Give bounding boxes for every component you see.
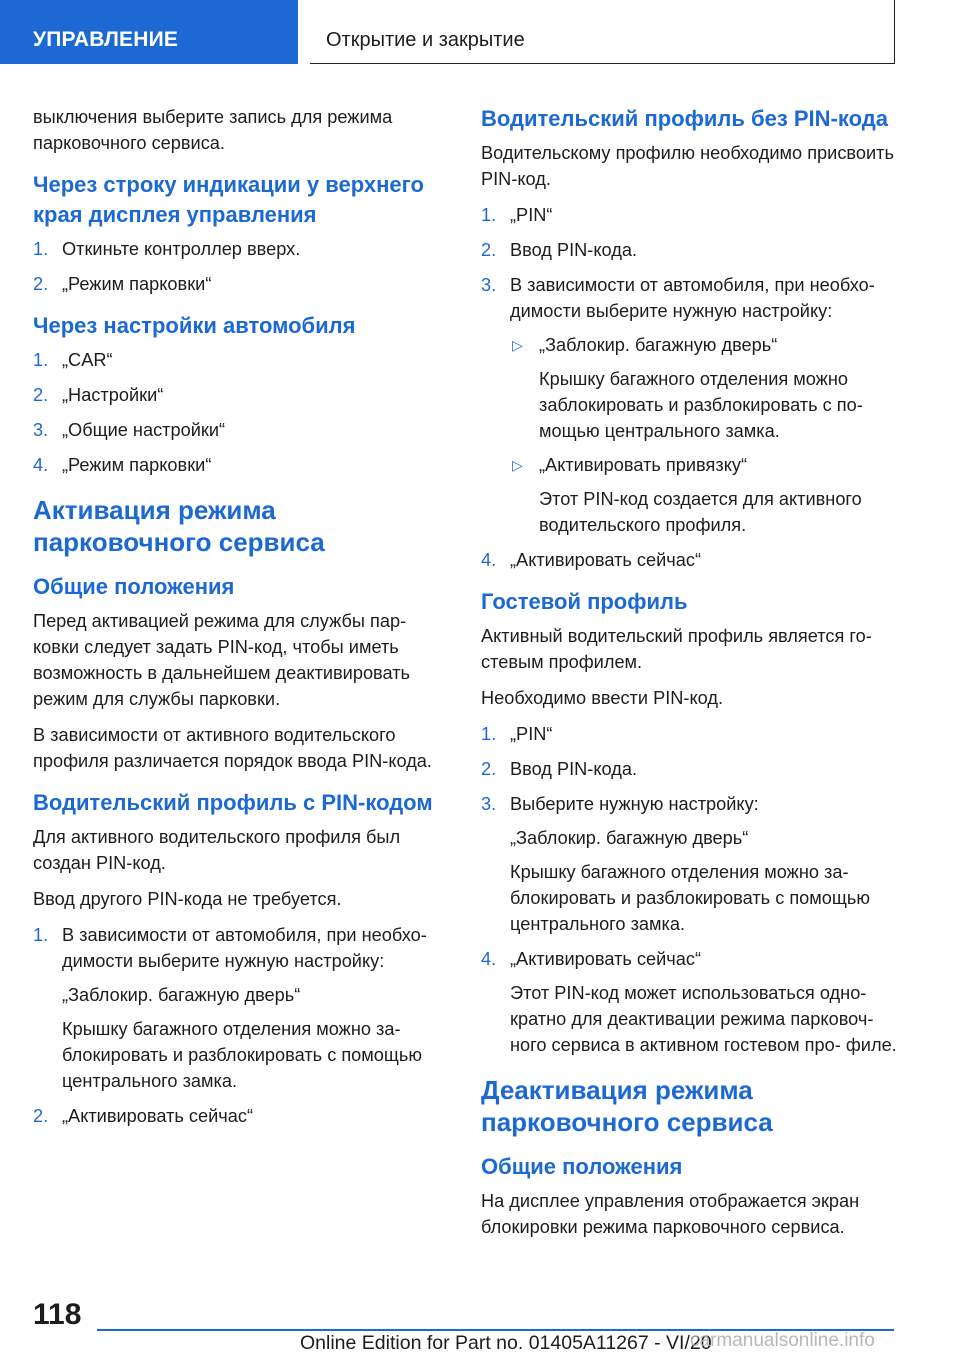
section-tab xyxy=(0,0,298,64)
heading-with-pin: Водительский профиль с PIN-кодом xyxy=(33,790,433,815)
option-description: Крышку багажного отделения можно за- блокировать и разблокировать с помощью центрального замка. xyxy=(62,1019,423,1091)
list-item: 1. „PIN“ xyxy=(481,205,553,225)
list-item: 2. „Режим парковки“ xyxy=(33,274,212,294)
option-description: Этот PIN-код создается для активного водительского профиля. xyxy=(539,489,862,535)
with-pin-steps xyxy=(33,922,457,1129)
general-paragraph-2: В зависимости от активного водительского профиля различается порядок ввода PIN-кода. xyxy=(33,725,432,771)
heading-deactivation: Деактивация режима парковочного сервиса xyxy=(481,1075,773,1137)
intro-paragraph: выключения выберите запись для режима парковочного сервиса. xyxy=(33,107,393,153)
subsection-title: Открытие и закрытие xyxy=(326,29,525,51)
triangle-bullet-icon: ▷ xyxy=(512,337,523,353)
heading-guest: Гостевой профиль xyxy=(481,589,688,614)
list-item: 2. Ввод PIN-кода. xyxy=(481,759,638,779)
heading-activation: Активация режима парковочного сервиса xyxy=(33,495,325,557)
list-item: 3. Выберите нужную настройку: „Заблокир. багажную дверь“ Крышку багажного отделения можно за- блокировать и разблокировать с помощью центрального замка. xyxy=(481,791,901,937)
option-description: Крышку багажного отделения можно за- блокировать и разблокировать с помощью центрального замка. xyxy=(510,862,871,934)
list-item: 1. Откиньте контроллер вверх. xyxy=(33,239,301,259)
with-pin-paragraph-2: Ввод другого PIN-кода не требуется. xyxy=(33,889,342,909)
option-description: Этот PIN-код может использоваться одно- кратно для деактивации режима парковоч- ного сервиса в активном гостевом про- филе. xyxy=(510,983,897,1055)
section-title: УПРАВЛЕНИЕ xyxy=(33,28,179,51)
without-pin-steps xyxy=(481,202,901,573)
settings-steps xyxy=(33,347,457,478)
list-item: 3. „Общие настройки“ xyxy=(33,420,226,440)
watermark: carmanualsonline.info xyxy=(690,1330,875,1351)
option-title: „Заблокир. багажную дверь“ xyxy=(510,828,749,848)
without-pin-paragraph: Водительскому профилю необходимо присвоить PIN-код. xyxy=(481,143,894,189)
list-item: 1. „PIN“ xyxy=(481,724,553,744)
guest-paragraph-2: Необходимо ввести PIN-код. xyxy=(481,688,724,708)
list-item: 4. „Активировать сейчас“ Этот PIN-код может использоваться одно- кратно для деактивации режима парковоч- ного сервиса в активном гостевом про- филе. xyxy=(481,946,901,1058)
heading-without-pin: Водительский профиль без PIN-кода xyxy=(481,106,888,131)
guest-steps xyxy=(481,721,901,1058)
guest-paragraph-1: Активный водительский профиль является го- стевым профилем. xyxy=(481,626,872,672)
list-item: 2. „Активировать сейчас“ xyxy=(33,1106,254,1126)
subsection-tab xyxy=(310,0,895,64)
left-column xyxy=(33,104,457,1138)
option-item: ▷ „Активировать привязку“ Этот PIN-код создается для активного водительского профиля. xyxy=(510,452,901,538)
heading-general: Общие положения xyxy=(33,574,235,599)
list-item: 3. В зависимости от автомобиля, при необхо- димости выберите нужную настройку: ▷ „Заблокир. багажную дверь“ Крышку багажного отделения можно заблокировать и разблокировать с по- мощью центрального замка. ▷ „Активировать привязку“ Этот PIN-код создается для активного водительского профиля. xyxy=(481,272,901,538)
general-2-paragraph: На дисплее управления отображается экран блокировки режима парковочного сервиса. xyxy=(481,1191,860,1237)
option-title: „Заблокир. багажную дверь“ xyxy=(62,985,301,1005)
list-item: 2. Ввод PIN-кода. xyxy=(481,240,638,260)
edition-text: Online Edition for Part no. 01405A11267 - VI/20 xyxy=(300,1332,712,1354)
with-pin-paragraph-1: Для активного водительского профиля был создан PIN-код. xyxy=(33,827,401,873)
list-item: 2. „Настройки“ xyxy=(33,385,164,405)
top-line-steps xyxy=(33,236,457,297)
list-item: 4. „Режим парковки“ xyxy=(33,455,212,475)
general-paragraph-1: Перед активацией режима для службы пар- ковки следует задать PIN-код, чтобы иметь возможность в дальнейшем деактивировать режим для службы парковки. xyxy=(33,611,411,709)
list-item: 1. „CAR“ xyxy=(33,350,113,370)
option-description: Крышку багажного отделения можно заблокировать и разблокировать с по- мощью центрального замка. xyxy=(539,369,863,441)
list-item: 1. В зависимости от автомобиля, при необхо- димости выберите нужную настройку: „Заблокир. багажную дверь“ Крышку багажного отделения можно за- блокировать и разблокировать с помощью центрального замка. xyxy=(33,922,457,1094)
heading-general-2: Общие положения xyxy=(481,1154,683,1179)
option-item: ▷ „Заблокир. багажную дверь“ Крышку багажного отделения можно заблокировать и разблокировать с по- мощью центрального замка. xyxy=(510,332,901,444)
heading-top-line: Через строку индикации у верхнего края дисплея управления xyxy=(33,172,424,227)
page-number: 118 xyxy=(33,1298,82,1331)
right-column xyxy=(481,104,901,1250)
heading-settings: Через настройки автомобиля xyxy=(33,313,356,338)
triangle-bullet-icon: ▷ xyxy=(512,457,523,473)
list-item: 4. „Активировать сейчас“ xyxy=(481,550,702,570)
